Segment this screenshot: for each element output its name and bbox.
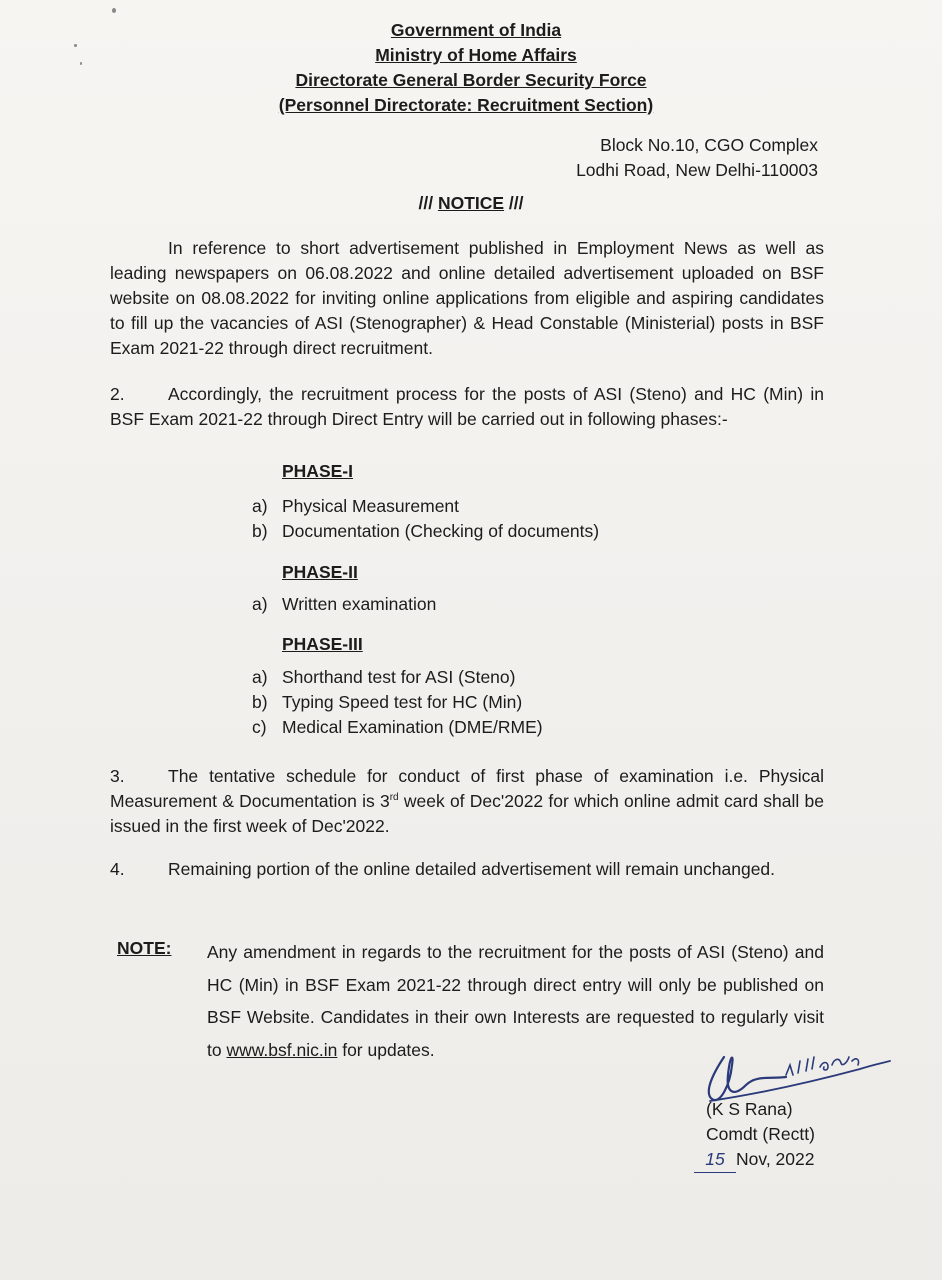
phase-2-list <box>252 592 436 617</box>
list-item-text: Typing Speed test for HC (Min) <box>282 692 523 712</box>
list-marker: b) <box>252 692 268 712</box>
list-marker: a) <box>252 496 268 516</box>
list-marker: c) <box>252 717 267 737</box>
list-item-text: Written examination <box>282 594 437 614</box>
list-marker: a) <box>252 594 268 614</box>
notice-suffix: /// <box>504 193 524 213</box>
paragraph-number: 3. <box>110 766 125 786</box>
list-item <box>252 519 599 544</box>
paragraph-2 <box>110 382 824 432</box>
signature-block <box>706 1097 815 1173</box>
list-item-text: Physical Measurement <box>282 496 460 516</box>
list-item-text: Shorthand test for ASI (Steno) <box>282 667 516 687</box>
letterhead-line-4: (Personnel Directorate: Recruitment Section) <box>278 95 654 115</box>
notice-title: NOTICE <box>437 193 505 213</box>
address-line-1: Block No.10, CGO Complex <box>600 135 818 155</box>
list-item <box>252 494 599 519</box>
signature-date <box>694 1147 815 1173</box>
list-marker: b) <box>252 521 268 541</box>
list-marker: a) <box>252 667 268 687</box>
notice-prefix: /// <box>418 193 438 213</box>
paragraph-3 <box>110 764 824 839</box>
list-item <box>252 690 543 715</box>
phase-2-title: PHASE-II <box>282 562 358 582</box>
note-body: Any amendment in regards to the recruitment for the posts of ASI (Steno) and HC (Min) in BSF Exam 2021-22 through direct entry will only be published on BSF Website. Candidates in their own Interests are requested to regularly visit to <box>207 942 824 1060</box>
letterhead <box>0 18 942 118</box>
phase-1-title: PHASE-I <box>282 461 353 481</box>
list-item <box>252 592 436 617</box>
list-item-text: Documentation (Checking of documents) <box>282 521 600 541</box>
list-item <box>252 715 543 740</box>
letterhead-line-1: Government of India <box>390 20 562 40</box>
paragraph-number: 2. <box>110 384 125 404</box>
signatory-designation: Comdt (Rectt) <box>706 1124 815 1144</box>
paragraph-number: 4. <box>110 859 125 879</box>
note-tail: for updates. <box>337 1039 435 1060</box>
paragraph-text: Accordingly, the recruitment process for the posts of ASI (Steno) and HC (Min) in BSF Exam 2021-22 through Direct Entry will be carried out in following phases:- <box>110 384 824 429</box>
phase-3-list <box>252 665 543 740</box>
bsf-website-link[interactable]: www.bsf.nic.in <box>226 1039 338 1060</box>
note-label: NOTE: <box>117 938 172 958</box>
handwritten-day: 15 <box>694 1147 736 1173</box>
list-item <box>252 665 543 690</box>
letterhead-line-3: Directorate General Border Security Force <box>295 70 647 90</box>
ordinal-superscript: rd <box>389 792 399 803</box>
date-suffix: Nov, 2022 <box>736 1149 815 1169</box>
office-address <box>576 133 818 183</box>
signatory-name: (K S Rana) <box>706 1099 793 1119</box>
phase-1-list <box>252 494 599 544</box>
paragraph-1: In reference to short advertisement published in Employment News as well as leading newspapers on 06.08.2022 and online detailed advertisement uploaded on BSF website on 08.08.2022 for inviting online applications from eligible and aspiring candidates to fill up the vacancies of ASI (Stenographer) & Head Constable (Ministerial) posts in BSF Exam 2021-22 through direct recruitment. <box>110 238 824 358</box>
paragraph-text-continued: week of Dec'2022 for which online admit card shall be issued in the first week of Dec'2022. <box>110 791 824 836</box>
list-item-text: Medical Examination (DME/RME) <box>282 717 543 737</box>
paragraph-4 <box>110 857 824 882</box>
phase-3-title: PHASE-III <box>282 634 363 654</box>
letterhead-line-2: Ministry of Home Affairs <box>375 45 577 65</box>
paragraph-text: The tentative schedule for conduct of first phase of examination i.e. Physical Measurement & Documentation is 3 <box>110 766 824 811</box>
paper-speck <box>112 8 116 13</box>
paragraph-text: Remaining portion of the online detailed advertisement will remain unchanged. <box>168 859 776 879</box>
notice-heading <box>0 193 942 214</box>
address-line-2: Lodhi Road, New Delhi-110003 <box>576 160 818 180</box>
